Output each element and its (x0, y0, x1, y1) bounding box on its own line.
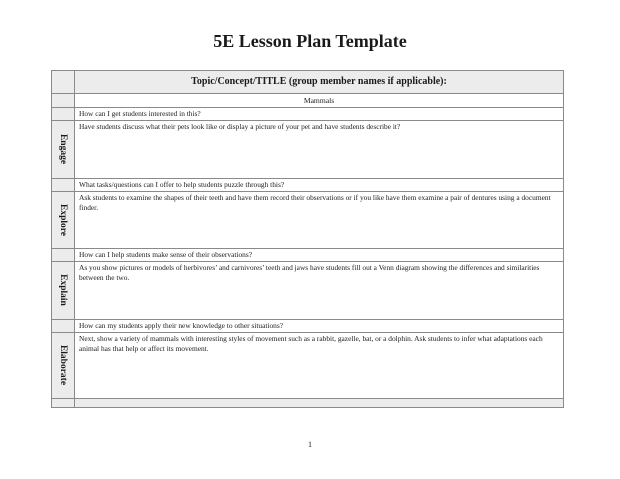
engage-answer: Have students discuss what their pets look like or display a picture of your pet and have students describe it? (75, 121, 564, 179)
page-title: 5E Lesson Plan Template (213, 31, 407, 51)
stage-label-elaborate: Elaborate (58, 344, 68, 386)
engage-answer-row (52, 121, 564, 179)
explain-stage-cell (52, 262, 75, 320)
engage-stage-cell (52, 121, 75, 179)
page-number: 1 (308, 440, 312, 449)
subject-row (52, 94, 564, 108)
stage-label-engage: Engage (58, 133, 68, 165)
explain-answer: As you show pictures or models of herbivores’ and carnivores’ teeth and jaws have students fill out a Venn diagram showing the differences and similarities between the two. (75, 262, 564, 320)
topic-header: Topic/Concept/TITLE (group member names if applicable): (75, 71, 564, 94)
elaborate-question-row (52, 320, 564, 333)
lesson-plan-table (51, 70, 564, 408)
elaborate-answer-row (52, 333, 564, 399)
explain-question-row (52, 249, 564, 262)
explain-question: How can I help students make sense of their observations? (75, 249, 564, 262)
explore-stage-cell (52, 192, 75, 249)
stage-label-explore: Explore (58, 203, 68, 236)
stage-label-explain: Explain (58, 274, 68, 306)
engage-question-stage-cell (52, 108, 75, 121)
explore-question-row (52, 179, 564, 192)
elaborate-question: How can my students apply their new knowledge to other situations? (75, 320, 564, 333)
explore-answer-row (52, 192, 564, 249)
elaborate-answer: Next, show a variety of mammals with interesting styles of movement such as a rabbit, gazelle, bat, or a dolphin. Ask students to infer what adaptations each animal has that help or affect its movement. (75, 333, 564, 399)
topic-row (52, 71, 564, 94)
explore-question-stage-cell (52, 179, 75, 192)
engage-question-row (52, 108, 564, 121)
explore-answer: Ask students to examine the shapes of their teeth and have them record their observations or if you like have them examine a pair of dentures using a document finder. (75, 192, 564, 249)
engage-question: How can I get students interested in this? (75, 108, 564, 121)
subject-stage-cell (52, 94, 75, 108)
elaborate-question-stage-cell (52, 320, 75, 333)
final-empty-cell (75, 399, 564, 408)
final-stage-cell (52, 399, 75, 408)
final-empty-row (52, 399, 564, 408)
explain-answer-row (52, 262, 564, 320)
topic-stage-cell (52, 71, 75, 94)
elaborate-stage-cell (52, 333, 75, 399)
explore-question: What tasks/questions can I offer to help students puzzle through this? (75, 179, 564, 192)
subject-value: Mammals (75, 94, 564, 108)
explain-question-stage-cell (52, 249, 75, 262)
